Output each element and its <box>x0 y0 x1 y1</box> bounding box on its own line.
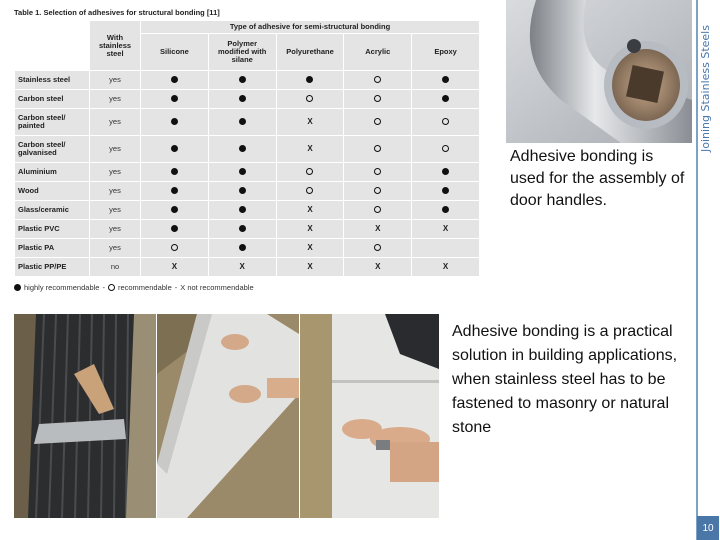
filled-circle-icon <box>171 95 178 102</box>
open-circle-icon <box>374 168 381 175</box>
filled-circle-icon <box>442 168 449 175</box>
x-mark-icon: X <box>307 144 313 153</box>
rating-cell <box>141 220 209 239</box>
filled-circle-icon <box>171 187 178 194</box>
masonry-adhesive-photo <box>14 314 156 518</box>
stone-slab-photo <box>157 314 299 518</box>
table-row <box>15 71 480 90</box>
rating-cell <box>208 71 276 90</box>
legend-recommendable: recommendable <box>117 283 172 292</box>
row-label: Wood <box>15 182 90 201</box>
row-label: Plastic PVC <box>15 220 90 239</box>
rating-cell <box>344 71 412 90</box>
filled-circle-icon <box>171 76 178 83</box>
filled-circle-icon <box>239 187 246 194</box>
row-label: Carbon steel/ galvanised <box>15 136 90 163</box>
filled-circle-icon <box>442 76 449 83</box>
row-label: Aluminium <box>15 163 90 182</box>
table-row <box>15 182 480 201</box>
open-circle-icon <box>306 187 313 194</box>
x-mark-icon: X <box>375 224 381 233</box>
rating-cell <box>141 109 209 136</box>
rating-cell <box>412 220 480 239</box>
rating-cell <box>276 163 344 182</box>
table-row <box>15 239 480 258</box>
open-circle-icon <box>374 76 381 83</box>
stainless-compatibility: yes <box>90 90 141 109</box>
filled-circle-icon <box>442 206 449 213</box>
legend-separator: - <box>102 283 105 292</box>
stainless-compatibility: yes <box>90 71 141 90</box>
column-header: Acrylic <box>344 34 412 71</box>
rating-cell <box>208 90 276 109</box>
filled-circle-icon <box>171 206 178 213</box>
rating-cell <box>276 71 344 90</box>
column-header: Silicone <box>141 34 209 71</box>
adhesive-table <box>14 20 480 277</box>
stainless-header: With stainless steel <box>90 21 141 71</box>
table-row <box>15 109 480 136</box>
rating-cell <box>412 258 480 277</box>
rating-cell <box>412 163 480 182</box>
rating-cell <box>208 182 276 201</box>
rating-cell <box>141 239 209 258</box>
rating-cell <box>141 182 209 201</box>
rating-cell <box>276 239 344 258</box>
filled-circle-icon <box>239 118 246 125</box>
x-mark-icon: X <box>307 262 313 271</box>
rating-cell <box>344 136 412 163</box>
filled-circle-icon <box>14 284 21 291</box>
row-label: Plastic PP/PE <box>15 258 90 277</box>
column-header: Epoxy <box>412 34 480 71</box>
legend-not: X not recommendable <box>180 283 254 292</box>
filled-circle-icon <box>239 145 246 152</box>
section-title: Joining Stainless Steels <box>699 25 712 152</box>
table-corner <box>15 21 90 71</box>
rating-cell <box>344 258 412 277</box>
adhesive-group-header: Type of adhesive for semi-structural bonding <box>141 21 480 34</box>
rating-cell <box>412 136 480 163</box>
legend-highly: highly recommendable <box>24 283 100 292</box>
filled-circle-icon <box>171 225 178 232</box>
column-header: Polymer modified with silane <box>208 34 276 71</box>
filled-circle-icon <box>239 244 246 251</box>
filled-circle-icon <box>239 95 246 102</box>
filled-circle-icon <box>306 76 313 83</box>
open-circle-icon <box>374 187 381 194</box>
rating-cell <box>141 71 209 90</box>
stainless-compatibility: yes <box>90 239 141 258</box>
stainless-compatibility: yes <box>90 163 141 182</box>
rating-cell <box>412 71 480 90</box>
rating-cell <box>344 163 412 182</box>
rating-cell <box>412 90 480 109</box>
open-circle-icon <box>374 95 381 102</box>
row-label: Carbon steel/ painted <box>15 109 90 136</box>
rating-cell <box>141 136 209 163</box>
stainless-compatibility: yes <box>90 182 141 201</box>
row-label: Carbon steel <box>15 90 90 109</box>
row-label: Glass/ceramic <box>15 201 90 220</box>
masonry-caption: Adhesive bonding is a practical solution in building applications, when stainless steel has to be fastened to masonry or natural stone <box>452 323 678 436</box>
x-mark-icon: X <box>442 262 449 271</box>
table-row <box>15 220 480 239</box>
open-circle-icon <box>171 244 178 251</box>
filled-circle-icon <box>442 187 449 194</box>
column-header: Polyurethane <box>276 34 344 71</box>
filled-circle-icon <box>239 225 246 232</box>
door-handle-photo <box>506 0 692 143</box>
filled-circle-icon <box>442 95 449 102</box>
table-row <box>15 258 480 277</box>
x-mark-icon: X <box>375 262 381 271</box>
rating-cell <box>344 220 412 239</box>
stainless-compatibility: yes <box>90 109 141 136</box>
filled-circle-icon <box>171 145 178 152</box>
rating-cell <box>141 90 209 109</box>
rating-cell <box>412 201 480 220</box>
table-row <box>15 90 480 109</box>
rating-cell <box>344 201 412 220</box>
rating-cell <box>276 109 344 136</box>
open-circle-icon <box>306 95 313 102</box>
x-mark-icon: X <box>442 224 449 233</box>
x-mark-icon: X <box>307 224 313 233</box>
rating-cell <box>208 239 276 258</box>
filled-circle-icon <box>239 168 246 175</box>
rating-cell <box>208 201 276 220</box>
x-mark-icon: X <box>307 117 313 126</box>
filled-circle-icon <box>171 168 178 175</box>
rating-cell <box>141 201 209 220</box>
open-circle-icon <box>374 118 381 125</box>
table-row <box>15 136 480 163</box>
rating-cell <box>344 90 412 109</box>
table-row <box>15 201 480 220</box>
rating-cell <box>344 109 412 136</box>
open-circle-icon <box>374 244 381 251</box>
filled-circle-icon <box>239 76 246 83</box>
open-circle-icon <box>108 284 115 291</box>
rating-cell <box>276 220 344 239</box>
rating-cell <box>344 239 412 258</box>
open-circle-icon <box>442 145 449 152</box>
rating-cell <box>412 182 480 201</box>
x-mark-icon: X <box>307 243 313 252</box>
open-circle-icon <box>306 168 313 175</box>
open-circle-icon <box>374 206 381 213</box>
rating-cell <box>412 239 480 258</box>
x-mark-icon: X <box>171 262 178 271</box>
rating-cell <box>344 182 412 201</box>
table-caption: Table 1. Selection of adhesives for structural bonding [11] <box>14 8 220 17</box>
rating-cell <box>276 258 344 277</box>
open-circle-icon <box>374 145 381 152</box>
rating-cell <box>208 109 276 136</box>
stainless-compatibility: no <box>90 258 141 277</box>
rating-cell <box>208 220 276 239</box>
rating-cell <box>208 136 276 163</box>
rating-cell <box>276 182 344 201</box>
legend-separator: - <box>174 283 178 292</box>
table-row <box>15 163 480 182</box>
stainless-compatibility: yes <box>90 220 141 239</box>
row-label: Stainless steel <box>15 71 90 90</box>
rating-cell <box>412 109 480 136</box>
open-circle-icon <box>442 118 449 125</box>
stainless-compatibility: yes <box>90 201 141 220</box>
page-number: 10 <box>697 516 719 540</box>
adhesive-table-block <box>14 8 482 277</box>
row-label: Plastic PA <box>15 239 90 258</box>
rating-cell <box>208 258 276 277</box>
x-mark-icon: X <box>307 205 313 214</box>
slab-pressing-photo <box>300 314 439 518</box>
rating-cell <box>208 163 276 182</box>
rating-cell <box>141 258 209 277</box>
door-handle-caption: Adhesive bonding is used for the assembly of door handles. <box>510 148 685 209</box>
rating-cell <box>276 201 344 220</box>
stainless-compatibility: yes <box>90 136 141 163</box>
filled-circle-icon <box>239 206 246 213</box>
rating-cell <box>141 163 209 182</box>
x-mark-icon: X <box>239 262 245 271</box>
rating-cell <box>276 90 344 109</box>
table-legend <box>14 283 254 292</box>
rating-cell <box>276 136 344 163</box>
filled-circle-icon <box>171 118 178 125</box>
